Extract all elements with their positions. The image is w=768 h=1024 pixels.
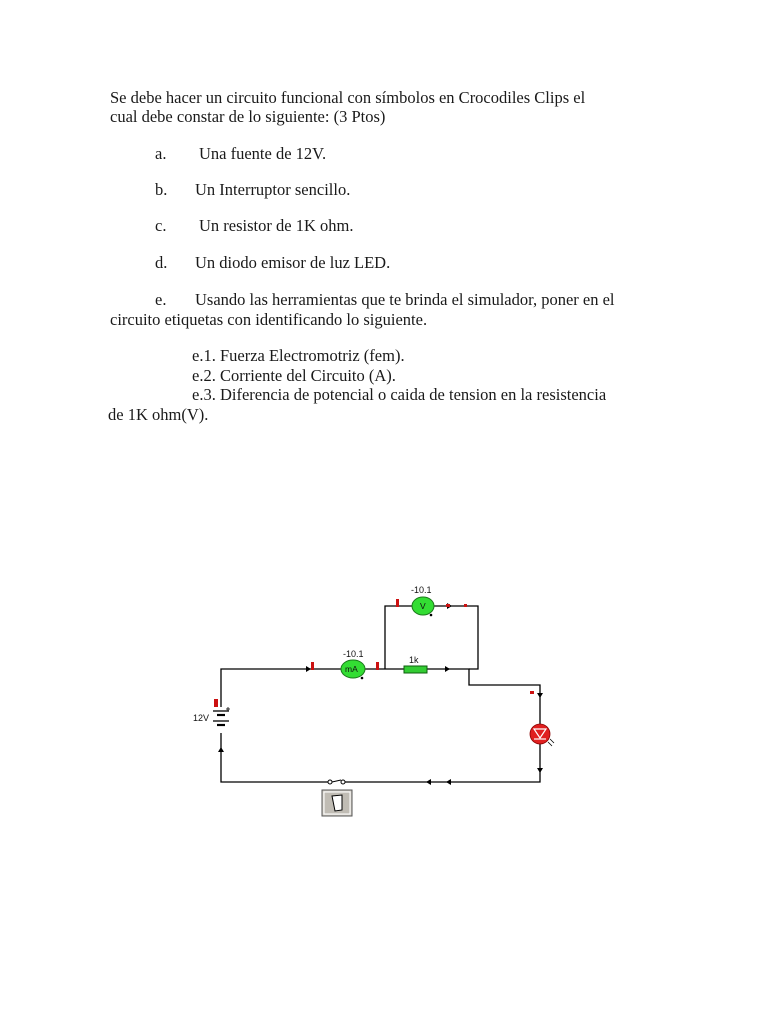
switch-toggle-button[interactable] (322, 790, 352, 816)
arrow-marker (537, 768, 543, 773)
item-d-text: Un diodo emisor de luz LED. (195, 253, 391, 272)
terminal-marker (464, 604, 467, 607)
item-e-letter: e. (155, 290, 167, 309)
ammeter-unit: mA (345, 664, 358, 674)
item-e-text: Usando las herramientas que te brinda el simulador, poner en el (195, 290, 615, 309)
item-a-letter: a. (155, 144, 167, 163)
item-c-letter: c. (155, 216, 167, 235)
resistor-symbol (404, 666, 427, 673)
intro-line-1: Se debe hacer un circuito funcional con símbolos en Crocodiles Clips el (110, 88, 586, 107)
item-b-letter: b. (155, 180, 168, 199)
arrow-marker (306, 666, 311, 672)
arrow-marker (218, 747, 224, 752)
terminal-marker (376, 662, 379, 670)
terminal-marker (311, 662, 314, 670)
wire-resistor-right (427, 669, 540, 724)
wire-voltmeter-right (434, 606, 478, 669)
item-c-text: Un resistor de 1K ohm. (199, 216, 354, 235)
subitem-e1: e.1. Fuerza Electromotriz (fem). (192, 346, 405, 365)
terminal-marker (214, 699, 218, 707)
wire-top-left (221, 669, 341, 707)
item-b-text: Un Interruptor sencillo. (195, 180, 351, 199)
switch-symbol (328, 780, 345, 784)
led-symbol (530, 724, 554, 746)
battery-symbol (213, 707, 230, 733)
terminal-marker (530, 691, 534, 694)
item-e-continuation: circuito etiquetas con identificando lo siguiente. (110, 310, 428, 329)
subitem-e3: e.3. Diferencia de potencial o caida de tension en la resistencia (192, 385, 607, 404)
arrow-marker (426, 779, 431, 785)
wire-voltmeter-left (385, 606, 412, 669)
wire-bottom-right (345, 744, 540, 782)
item-d-letter: d. (155, 253, 168, 272)
arrow-marker (446, 779, 451, 785)
battery-label: 12V (193, 713, 210, 723)
arrow-marker (445, 666, 450, 672)
ammeter-reading: -10.1 (343, 649, 364, 659)
voltmeter-unit: V (420, 601, 426, 611)
voltmeter-reading: -10.1 (411, 585, 432, 595)
wire-bottom-left (221, 733, 328, 782)
subitem-e2: e.2. Corriente del Circuito (A). (192, 366, 396, 385)
terminal-marker (396, 599, 399, 607)
resistor-label: 1k (409, 655, 419, 665)
item-a-text: Una fuente de 12V. (199, 144, 327, 163)
subitem-e3-continuation: de 1K ohm(V). (108, 405, 209, 424)
arrow-marker (537, 693, 543, 698)
terminal-marker (446, 604, 450, 607)
intro-line-2: cual debe constar de lo siguiente: (3 Ptos) (110, 107, 386, 126)
